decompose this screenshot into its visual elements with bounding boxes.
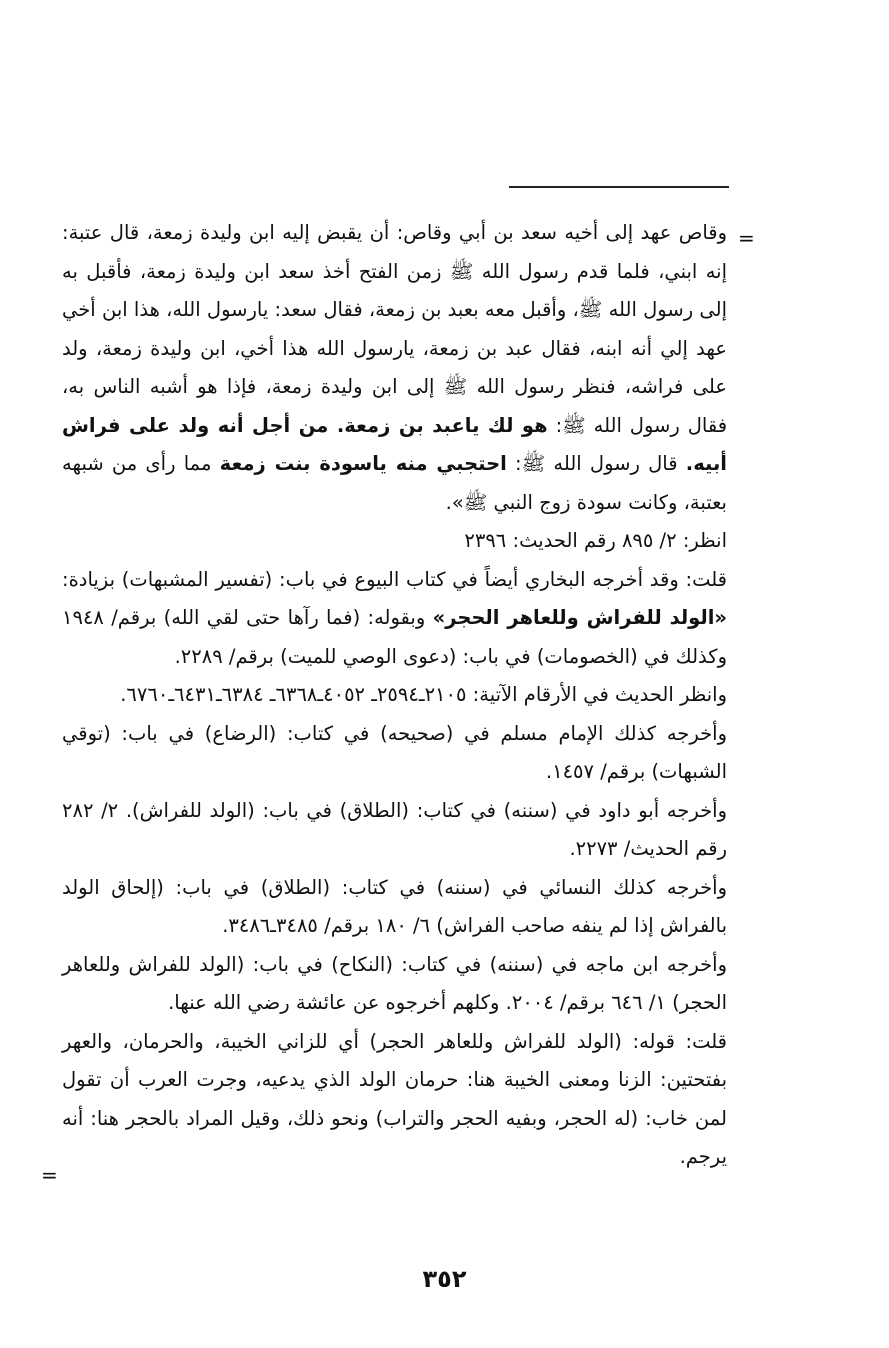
footnote-separator-rule — [509, 186, 729, 188]
continuation-mark-top: = — [738, 226, 755, 250]
paragraph-numbers: وانظر الحديث في الأرقام الآتية: ٢١٠٥ـ٢٥٩٤ـ ٤٠٥٢ـ٦٣٦٨ـ ٦٣٨٤ـ٦٤٣١ـ٦٧٦٠. — [120, 683, 727, 706]
paragraph-hadith-text — [62, 214, 727, 522]
hadith-text-part: وقاص عهد إلى أخيه سعد بن أبي وقاص: أن يقبض إليه ابن وليدة زمعة، قال عتبة: إنه ابني، فلما قدم رسول الله ﷺ زمن الفتح أخذ سعد ابن وليدة زمعة، فأقبل به إلى رسول الله ﷺ، وأقبل معه بعبد بن زمعة، فقال سعد: يارسول الله، هذا ابن أخي عهد إلي أنه ابنه، فقال عبد بن زمعة، يارسول الله هذا أخي، ابن وليدة زمعة، ولد على فراشه، فنظر رسول الله ﷺ إلى ابن وليدة زمعة، فإذا هو أشبه الناس به، فقال رسول الله ﷺ: — [62, 221, 728, 437]
bukhari-bold-quote: «الولد للفراش وللعاهر الحجر» — [432, 606, 727, 629]
hadith-text-part: قال رسول الله ﷺ: — [506, 452, 686, 475]
footnote-text-block — [62, 214, 727, 1177]
bukhari-text-part: وبقوله: (فما رآها حتى لقي الله) برقم/ ١٩٤٨ وكذلك في (الخصومات) في باب: (دعوى الوصي للميت) برقم/ ٢٢٨٩. — [62, 606, 727, 668]
hadith-bold-quote: هو لك ياعبد بن زمعة. من أجل أنه ولد على فراش أبيه. — [62, 413, 727, 475]
continuation-mark-bottom: = — [41, 1163, 58, 1187]
paragraph-muslim: وأخرجه كذلك الإمام مسلم في (صحيحه) في كتاب: (الرضاع) في باب: (توقي الشبهات) برقم/ ١٤٥٧. — [62, 721, 727, 783]
page-number: ٣٥٢ — [422, 1265, 467, 1293]
paragraph-commentary: قلت: قوله: (الولد للفراش وللعاهر الحجر) أي للزاني الخيبة، والحرمان، والعهر بفتحتين: الزنا ومعنى الخيبة هنا: حرمان الولد الذي يدعيه، وجرت العرب أن تقول لمن خاب: (له الحجر، وبفيه الحجر والتراب) ونحو ذلك، وقيل المراد بالحجر هنا: أنه يرجم. — [62, 1029, 727, 1168]
hadith-text-part: مما رأى من شبهه بعتبة، وكانت سودة زوج النبي ﷺ». — [62, 452, 727, 514]
paragraph-bukhari — [62, 561, 727, 677]
bukhari-text-part: قلت: وقد أخرجه البخاري أيضاً في كتاب البيوع في باب: (تفسير المشبهات) بزيادة: — [62, 567, 727, 591]
paragraph-nasai: وأخرجه كذلك النسائي في (سننه) في كتاب: (الطلاق) في باب: (إلحاق الولد بالفراش إذا لم ينفه صاحب الفراش) ٦/ ١٨٠ برقم/ ٣٤٨٥ـ٣٤٨٦. — [62, 875, 727, 937]
paragraph-ibn-majah: وأخرجه ابن ماجه في (سننه) في كتاب: (النكاح) في باب: (الولد للفراش وللعاهر الحجر) ١/ ٦٤٦ برقم/ ٢٠٠٤. وكلهم أخرجوه عن عائشة رضي الله عنها. — [62, 952, 727, 1014]
hadith-bold-quote: احتجبي منه ياسودة بنت زمعة — [219, 452, 507, 475]
paragraph-abu-dawud: وأخرجه أبو داود في (سننه) في كتاب: (الطلاق) في باب: (الولد للفراش). ٢/ ٢٨٢ رقم الحديث/ ٢٢٧٣. — [62, 798, 727, 860]
paragraph-reference: انظر: ٢/ ٨٩٥ رقم الحديث: ٢٣٩٦ — [464, 529, 727, 552]
